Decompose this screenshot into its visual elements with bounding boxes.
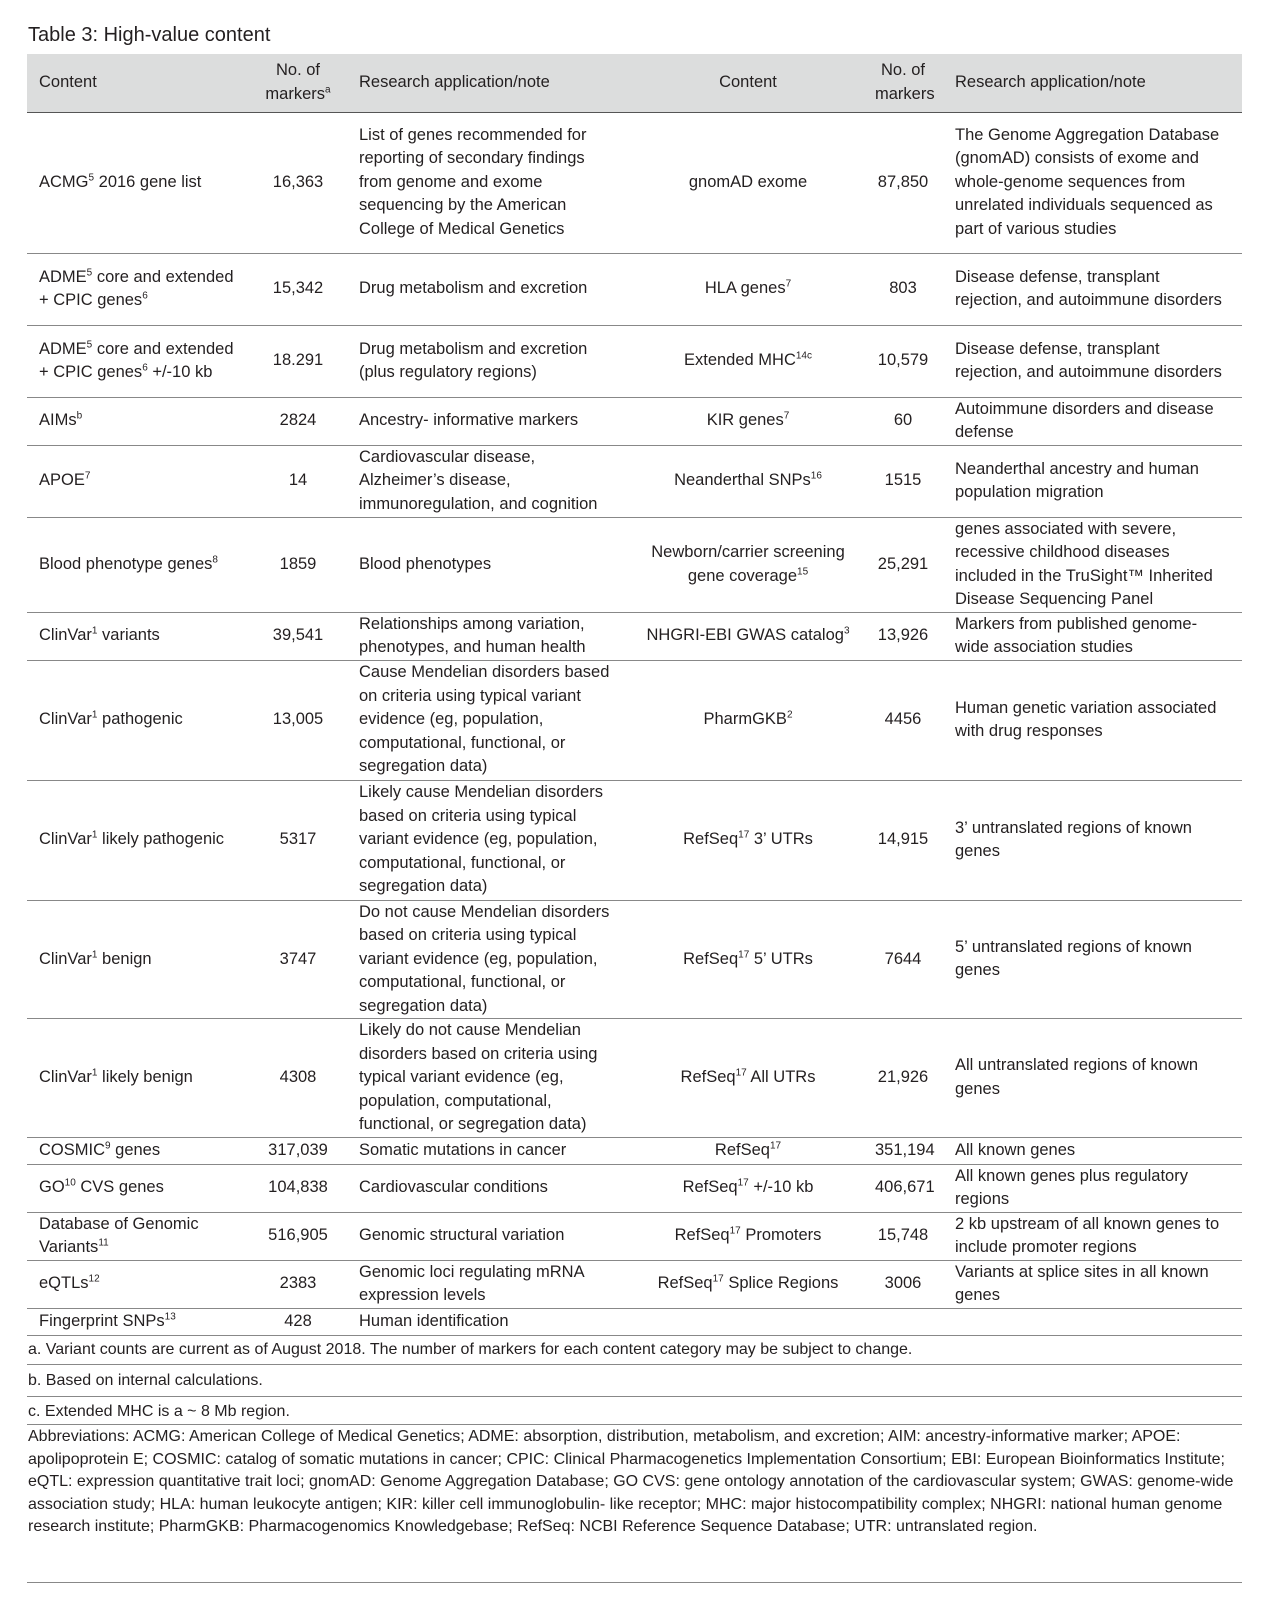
divider [27, 1364, 1242, 1365]
cell-markers: 5317 [279, 830, 317, 849]
header-markers: No. of markers$^a$ [249, 54, 347, 112]
cell-markers: 4308 [279, 1068, 317, 1086]
cell-markers: 14 [288, 471, 308, 490]
cell-note-2: Autoimmune disorders and disease defense [955, 399, 1214, 441]
cell-note-2: Markers from published genome-wide association studies [955, 614, 1198, 656]
cell-markers-2: 15,748 [877, 1226, 929, 1245]
cell-markers-2: 1515 [884, 471, 922, 490]
table-row [27, 397, 1242, 445]
table-header-row [27, 54, 1242, 112]
cell-note: Cardiovascular disease, Alzheimer’s disease, immunoregulation, and cognition [359, 447, 598, 513]
cell-markers-2: 406,671 [875, 1178, 935, 1197]
cell-note: Blood phenotypes [359, 554, 492, 573]
cell-note: Cardiovascular conditions [359, 1178, 548, 1197]
cell-content-2: NHGRI-EBI GWAS catalog$^3$ [646, 625, 850, 645]
cell-content: ClinVar$^1$ likely benign [39, 1067, 193, 1086]
table-row [27, 1137, 1242, 1164]
table-row [27, 1260, 1242, 1308]
table-row [27, 1212, 1242, 1260]
cell-content: ClinVar$^1$ likely pathogenic [39, 829, 225, 849]
cell-markers: 317,039 [268, 1140, 328, 1159]
footnote-b: b. Based on internal calculations. [28, 1372, 263, 1389]
table-row [27, 112, 1242, 253]
cell-markers-2: 3006 [884, 1274, 922, 1293]
cell-content-2: RefSeq$^{17}$ Splice Regions [657, 1273, 839, 1293]
footnote-a: a. Variant counts are current as of August 2018. The number of markers for each content category may be subject to change. [28, 1341, 913, 1358]
cell-note: Human identification [359, 1311, 509, 1330]
cell-note: Drug metabolism and excretion [359, 279, 588, 298]
header-note: Research application/note [347, 54, 633, 112]
cell-markers-2: 4456 [884, 710, 922, 729]
cell-markers: 13,005 [272, 710, 324, 729]
cell-content-2: gnomAD exome [688, 172, 808, 191]
cell-markers-2: 14,915 [877, 830, 929, 849]
cell-markers: 104,838 [268, 1178, 328, 1197]
cell-content: Fingerprint SNPs$^{13}$ [39, 1311, 176, 1330]
high-value-content-table [27, 54, 1242, 1336]
cell-note: Ancestry- informative markers [359, 411, 579, 430]
cell-note: Genomic loci regulating mRNA expression levels [359, 1262, 584, 1304]
table-row [27, 1164, 1242, 1212]
cell-content-2: PharmGKB$^2$ [703, 709, 793, 729]
divider [27, 1582, 1242, 1583]
cell-note-2: Neanderthal ancestry and human population migration [955, 459, 1199, 501]
table-row [27, 445, 1242, 517]
cell-content: ADME$^5$ core and extended + CPIC genes$^6$ [39, 267, 234, 309]
cell-note-2 [943, 1308, 1242, 1335]
cell-note: Genomic structural variation [359, 1226, 565, 1245]
cell-note-2: Disease defense, transplant rejection, and autoimmune disorders [955, 267, 1222, 309]
cell-note-2: 2 kb upstream of all known genes to include promoter regions [955, 1214, 1220, 1256]
cell-note: Relationships among variation, phenotypes, and human health [359, 614, 586, 656]
header-note-2: Research application/note [943, 54, 1242, 112]
abbreviations: Abbreviations: ACMG: American College of Medical Genetics; ADME: absorption, distribution, metabolism, and excretion; AIM: ancestry-informative marker; APOE: apolipoprotein E; COSMIC: catalog of somatic mutations in cancer; CPIC: Clinical Pharmacogenetics Implementation Consortium; EBI: European Bioinformatics Institute; eQTL: expression quantitative trait loci; gnomAD: Genome Aggregation Database; GO CVS: gene ontology annotation of the cardiovascular system; GWAS: genome-wide association study; HLA: human leukocyte antigen; KIR: killer cell immunoglobulin- like receptor; MHC: major histocompatibility complex; NHGRI: national human genome research institute; PharmGKB: Pharmacogenomics Knowledgebase; RefSeq: NCBI Reference Sequence Database; UTR: untranslated region. [28, 1428, 1234, 1535]
table-row [27, 660, 1242, 780]
footnote-c: c. Extended MHC is a ~ 8 Mb region. [28, 1403, 290, 1420]
header-content-2: Content [633, 54, 863, 112]
cell-markers-2 [863, 1308, 943, 1335]
cell-markers-2: 10,579 [877, 351, 929, 370]
cell-markers: 39,541 [272, 626, 324, 645]
divider [27, 1424, 1242, 1425]
cell-content: ADME$^5$ core and extended + CPIC genes$^6$ +/-10 kb [39, 339, 234, 381]
cell-content-2: Extended $MHC^{14c}$ [683, 350, 812, 370]
table-row [27, 612, 1242, 660]
cell-markers: 2383 [279, 1274, 317, 1293]
cell-content-2: Neanderthal SNPs$^{16}$ [674, 470, 822, 490]
cell-content: eQTLs$^{12}$ [39, 1273, 100, 1293]
cell-note: Do not cause Mendelian disorders based on criteria using typical variant evidence (eg, population, computational, functional, or segregation data) [359, 902, 610, 1015]
table-row [27, 1019, 1242, 1138]
cell-content: ClinVar$^1$ pathogenic [39, 709, 183, 729]
table-title: Table 3: High-value content [28, 24, 271, 46]
cell-content: ClinVar$^1$ variants [39, 625, 160, 645]
cell-content-2 [633, 1308, 863, 1335]
cell-note: List of genes recommended for reporting of secondary findings from genome and exome sequencing by the American College of Medical Genetics [359, 125, 587, 238]
cell-note-2: 5’ untranslated regions of known genes [955, 937, 1192, 980]
table-row [27, 325, 1242, 397]
cell-note: Cause Mendelian disorders based on criteria using typical variant evidence (eg, population, computational, functional, or segregation data) [359, 663, 610, 776]
cell-note-2: All known genes plus regulatory regions [955, 1166, 1188, 1208]
cell-content: COSMIC$^9$ genes [39, 1140, 161, 1159]
cell-note-2: Disease defense, transplant rejection, and autoimmune disorders [955, 339, 1222, 381]
cell-note: Drug metabolism and excretion (plus regulatory regions) [359, 339, 588, 381]
table-row [27, 517, 1242, 612]
cell-note: Likely cause Mendelian disorders based on criteria using typical variant evidence (eg, population, computational, functional, or segregation data) [359, 783, 603, 896]
cell-markers: 18.291 [272, 351, 324, 370]
cell-markers-2: 351,194 [875, 1140, 935, 1159]
divider [27, 1396, 1242, 1397]
cell-content-2: RefSeq$^{17}$ All UTRs [680, 1067, 816, 1086]
cell-markers: 15,342 [272, 279, 324, 298]
header-content: Content [27, 54, 249, 112]
table-row [27, 900, 1242, 1019]
table-row [27, 1308, 1242, 1335]
table-row [27, 780, 1242, 900]
cell-markers: 16,363 [272, 172, 324, 191]
cell-content: GO$^{10}$ CVS genes [39, 1177, 164, 1197]
cell-content-2: RefSeq$^{17}$ 3’ UTRs [683, 829, 813, 849]
cell-markers-2: 60 [893, 411, 913, 430]
cell-note-2: Human genetic variation associated with drug responses [955, 698, 1217, 740]
cell-markers: 3747 [279, 949, 317, 968]
cell-content: AIMs$^b$ [39, 410, 83, 430]
cell-markers-2: 21,926 [877, 1068, 929, 1086]
cell-content: APOE$^7$ [39, 470, 91, 490]
cell-note-2: The Genome Aggregation Database (gnomAD) consists of exome and whole-genome sequences from unrelated individuals sequenced as part of various studies [955, 125, 1220, 238]
cell-content: Database of Genomic Variants$^{11}$ [39, 1214, 199, 1256]
cell-markers-2: 803 [889, 279, 917, 298]
cell-markers: 2824 [279, 411, 317, 430]
cell-markers-2: 7644 [884, 949, 922, 968]
cell-note-2: Variants at splice sites in all known genes [955, 1262, 1209, 1304]
cell-note: Likely do not cause Mendelian disorders based on criteria using typical variant evidence (eg, population, computational, functional, or segregation data) [359, 1021, 598, 1133]
cell-note-2: All known genes [955, 1140, 1076, 1159]
cell-markers: 428 [284, 1311, 312, 1330]
cell-content-2: KIR genes$^7$ [706, 410, 790, 430]
cell-content-2: RefSeq$^{17}$ Promoters [674, 1225, 822, 1245]
cell-note-2: 3’ untranslated regions of known genes [955, 818, 1192, 860]
cell-markers-2: 87,850 [877, 172, 929, 191]
cell-content-2: HLA genes$^7$ [704, 278, 792, 298]
cell-content-2: Newborn/carrier screening gene coverage$^{15}$ [651, 543, 845, 585]
cell-note-2: genes associated with severe, recessive childhood diseases included in the TruSight™ Inherited Disease Sequencing Panel [955, 519, 1213, 608]
cell-content-2: RefSeq$^{17}$ +/-10 kb [682, 1177, 814, 1197]
cell-markers: 516,905 [268, 1226, 328, 1245]
cell-note: Somatic mutations in cancer [359, 1140, 567, 1159]
cell-note-2: All untranslated regions of known genes [955, 1056, 1199, 1098]
cell-markers-2: 13,926 [877, 626, 929, 645]
cell-content: ClinVar$^1$ benign [39, 949, 152, 968]
table-row [27, 253, 1242, 325]
cell-markers-2: 25,291 [877, 554, 929, 573]
header-markers-2: No. of markers [863, 54, 943, 112]
cell-content: Blood phenotype genes$^8$ [39, 554, 218, 573]
cell-content: ACMG$^5$ 2016 gene list [39, 172, 202, 191]
cell-markers: 1859 [279, 554, 317, 573]
cell-content-2: RefSeq$^{17}$ [714, 1140, 782, 1159]
cell-content-2: RefSeq$^{17}$ 5’ UTRs [683, 949, 813, 968]
